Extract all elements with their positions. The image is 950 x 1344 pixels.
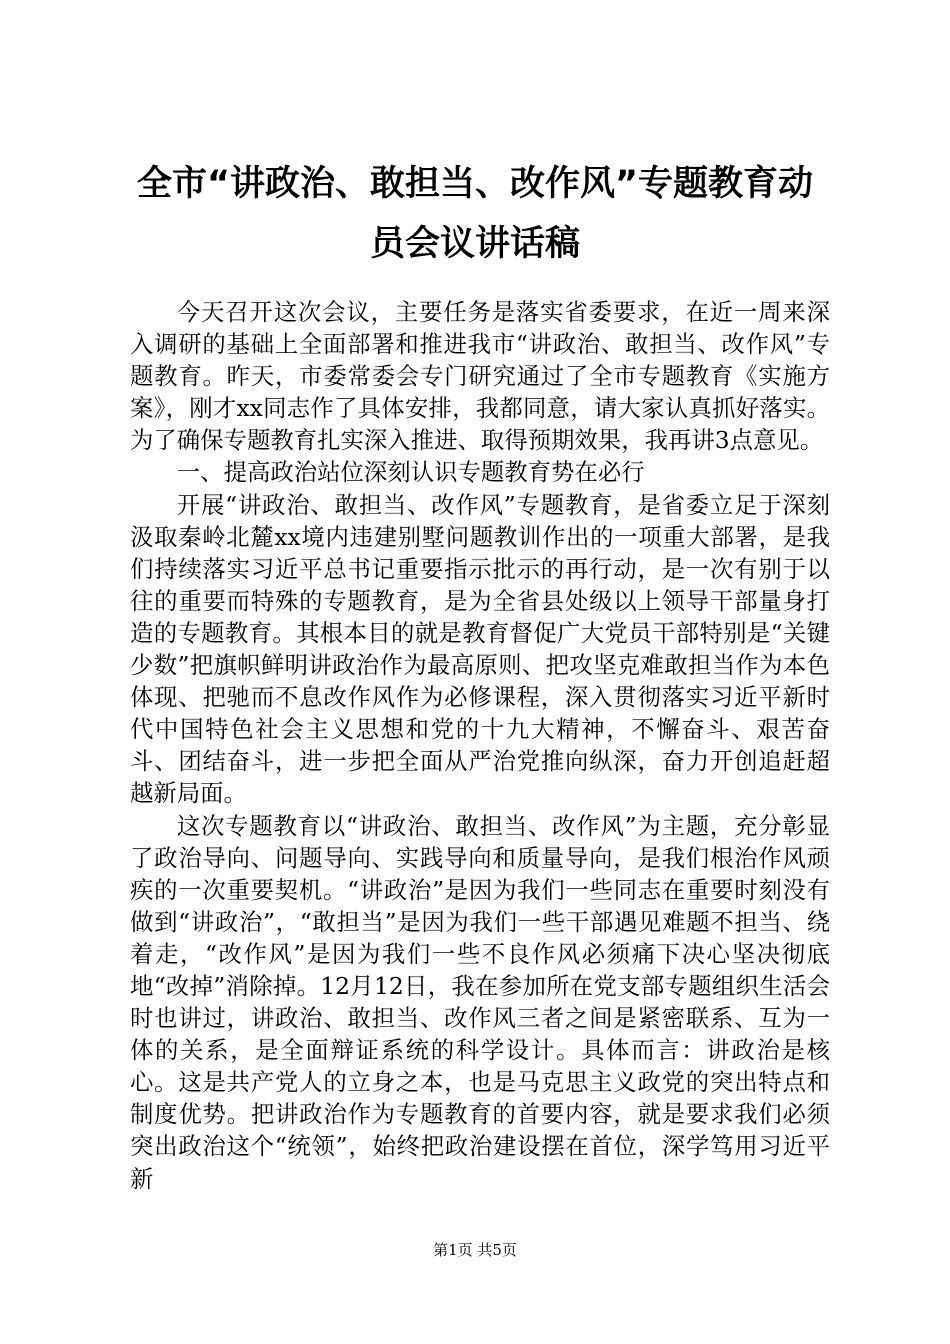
paragraph-intro: 今天召开这次会议，主要任务是落实省委要求，在近一周来深入调研的基础上全面部署和推进我市“讲政治、敢担当、改作风”专题教育。昨天，市委常委会专门研究通过了全市专题教育《实施方案》，刚才xx同志作了具体安排，我都同意，请大家认真抓好落实。为了确保专题教育扎实深入推进、取得预期效果，我再讲3点意见。 [130, 298, 830, 455]
paragraph-section-1-a: 开展“讲政治、敢担当、改作风”专题教育，是省委立足于深刻汲取秦岭北麓xx境内违建别墅问题教训作出的一项重大部署，是我们持续落实习近平总书记重要指示批示的再行动，是一次有别于以往的重要而特殊的专题教育，是为全省县处级以上领导干部量身打造的专题教育。其根本目的就是教育督促广大党员干部特别是“关键少数”把旗帜鲜明讲政治作为最高原则、把攻坚克难敢担当作为本色体现、把驰而不息改作风作为必修课程，深入贯彻落实习近平新时代中国特色社会主义思想和党的十九大精神，不懈奋斗、艰苦奋斗、团结奋斗，进一步把全面从严治党推向纵深，奋力开创追赶超越新局面。 [130, 490, 830, 808]
document-title-line-1: 全市“讲政治、敢担当、改作风”专题教育动 [136, 164, 813, 204]
document-body [130, 296, 830, 1195]
document-title-line-2: 员会议讲话稿 [369, 224, 580, 264]
page-footer: 第1页 共5页 [433, 1241, 517, 1259]
section-heading-1: 一、提高政治站位深刻认识专题教育势在必行 [176, 458, 645, 487]
paragraph-section-1-b: 这次专题教育以“讲政治、敢担当、改作风”为主题，充分彰显了政治导向、问题导向、实践导向和质量导向，是我们根治作风顽疾的一次重要契机。“讲政治”是因为我们一些同志在重要时刻没有做到“讲政治”，“敢担当”是因为我们一些干部遇见难题不担当、绕着走，“改作风”是因为我们一些不良作风必须痛下决心坚决彻底地“改掉”消除掉。12月12日，我在参加所在党支部专题组织生活会时也讲过，讲政治、敢担当、改作风三者之间是紧密联系、互为一体的关系，是全面辩证系统的科学设计。具体而言：讲政治是核心。这是共产党人的立身之本，也是马克思主义政党的突出特点和制度优势。把讲政治作为专题教育的首要内容，就是要求我们必须突出政治这个“统领”，始终把政治建设摆在首位，深学笃用习近平新 [130, 811, 830, 1193]
